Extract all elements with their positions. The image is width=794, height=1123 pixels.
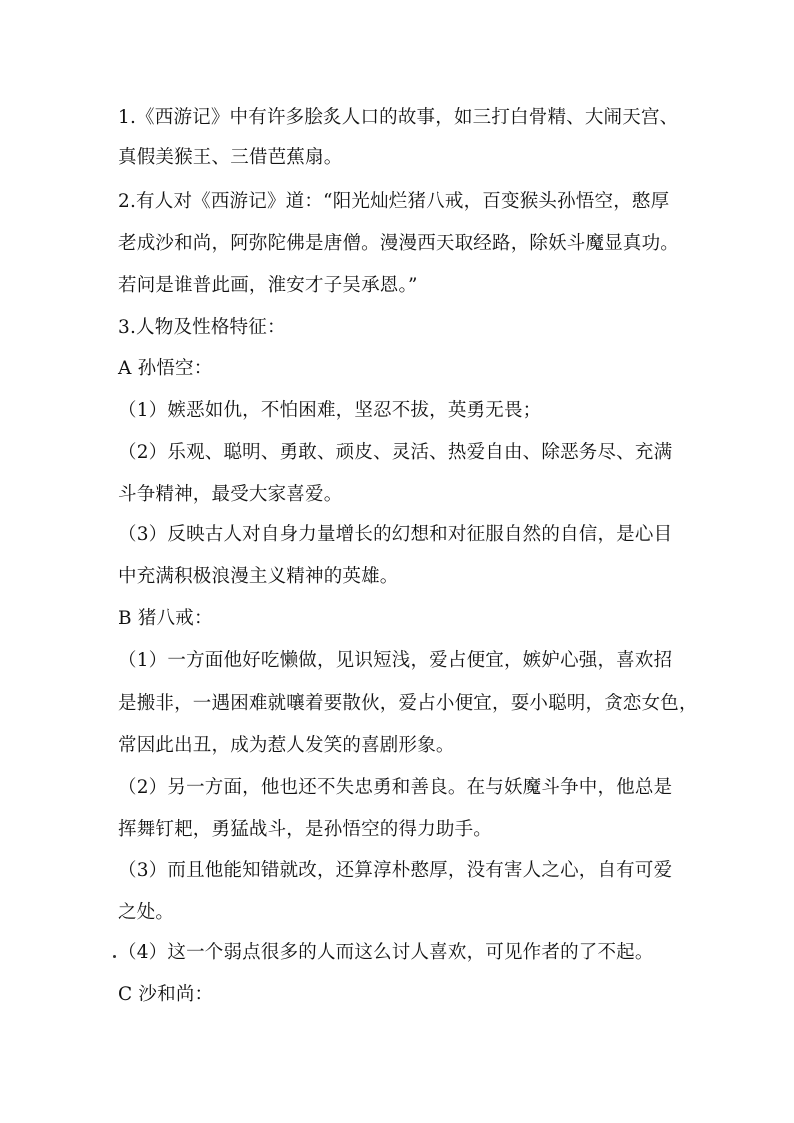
text-line: （3）而且他能知错就改，还算淳朴憨厚，没有害人之心，自有可爱 xyxy=(118,860,673,881)
text-line: 挥舞钉耙，勇猛战斗，是孙悟空的得力助手。 xyxy=(118,819,493,840)
text-line: （3）反映古人对自身力量增长的幻想和对征服自然的自信，是心目 xyxy=(118,524,673,545)
text-line: （1）嫉恶如仇，不怕困难，坚忍不拔，英勇无畏； xyxy=(118,400,542,421)
text-line: 之处。 xyxy=(118,902,175,923)
subsection-heading: B 猪八戒： xyxy=(118,608,213,629)
text-line: （4）这一个弱点很多的人而这么讨人喜欢，可见作者的了不起。 xyxy=(118,942,654,963)
text-line: 中充满积极浪漫主义精神的英雄。 xyxy=(118,566,399,587)
text-line: 老成沙和尚，阿弥陀佛是唐僧。漫漫西天取经路，除妖斗魔显真功。 xyxy=(118,233,680,254)
text-line: 常因此出丑，成为惹人发笑的喜剧形象。 xyxy=(118,735,455,756)
text-line: 真假美猴王、三借芭蕉扇。 xyxy=(118,147,343,168)
text-line: 若问是谁普此画，淮安才子吴承恩。” xyxy=(118,275,418,296)
stray-dot-mark xyxy=(113,955,116,958)
text-line: （2）另一方面，他也还不失忠勇和善良。在与妖魔斗争中，他总是 xyxy=(118,777,673,798)
subsection-heading: C 沙和尚： xyxy=(118,984,214,1005)
text-line: 1.《西游记》中有许多脍炙人口的故事，如三打白骨精、大闹天宫、 xyxy=(118,107,679,128)
text-line: （1）一方面他好吃懒做，见识短浅，爱占便宜，嫉妒心强，喜欢招 xyxy=(118,650,673,671)
text-line: 斗争精神，最受大家喜爱。 xyxy=(118,484,343,505)
text-line: 2.有人对《西游记》道：“阳光灿烂猪八戒，百变猴头孙悟空，憨厚 xyxy=(118,191,670,212)
text-line: （2）乐观、聪明、勇敢、顽皮、灵活、热爱自由、除恶务尽、充满 xyxy=(118,442,673,463)
text-line: 是搬非，一遇困难就嚷着要散伙，爱占小便宜，耍小聪明，贪恋女色， xyxy=(118,693,698,714)
subsection-heading: A 孙悟空： xyxy=(118,358,213,379)
section-heading: 3.人物及性格特征： xyxy=(118,317,286,338)
